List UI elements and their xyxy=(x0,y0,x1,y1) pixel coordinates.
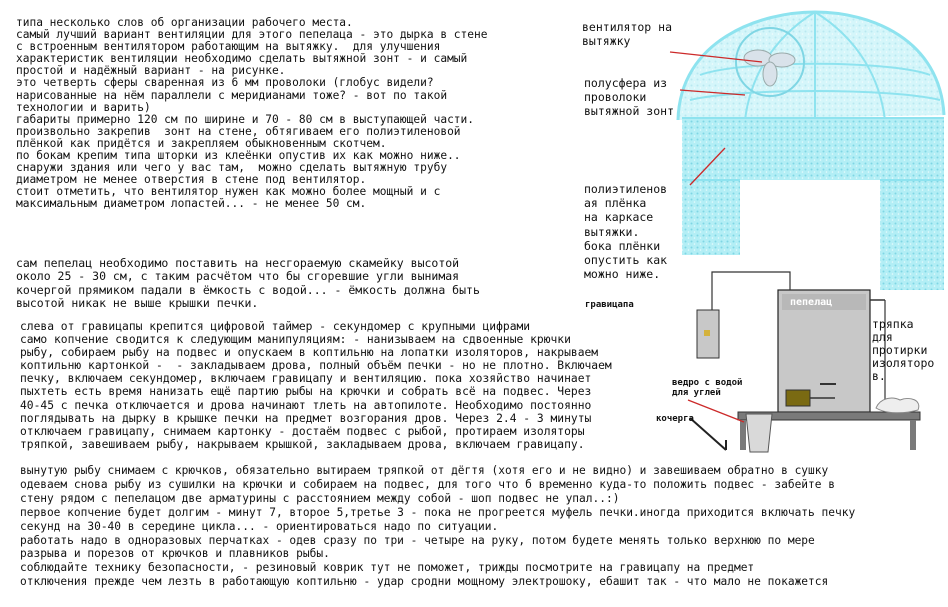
rag-icon xyxy=(876,398,919,413)
bench-paragraph: сам пепелац необходимо поставить на несгораемую скамейку высотой около 25 - 30 см, с таким расчётом что бы сгоревшие угли вынимая кочергой прямиком падали в ёмкость с водой... - ёмкость должна быть высотой никак не выше крышки печки. xyxy=(16,256,480,311)
label-rag: тряпка для протирки изоляторо в. xyxy=(872,317,935,383)
label-film: полиэтиленов ая плёнка на каркасе вытяжки. бока плёнки опустить как можно ниже. xyxy=(584,182,668,282)
tips-paragraph: вынутую рыбу снимаем с крючков, обязательно вытираем тряпкой от дёгтя (хотя его и не видно) и завешиваем обратно в сушку одеваем снова рыбу из сушилки на крючки и собираем на подвес, для того что б временно куда-то положить подвес - забейте в стену рядом с пепелацом две арматурины с расстоянием между собой - шоп подвес не упал..:) первое копчение будет долгим - минут 7, второе 5,третье 3 - пока не прогреется муфель печки.иногда приходится включать печку секунд на 30-40 в середине цикла... - ориентироваться надо по ситуации. работать надо в одноразовых перчатках - одев сразу по три - четыре на руку, потом будете менять только верхнюю по мере разрыва и порезов от крючков и плавников рыбы. соблюдайте технику безопасности, - резиновый коврик тут не поможет, трижды посмотрите на гравицапу на предмет отключения прежде чем лезть в работающую коптильню - удар сродни мощному электрошоку, ебашит так - что мало не покажется xyxy=(20,464,856,589)
label-fan: вентилятор на вытяжку xyxy=(582,20,673,48)
label-poker: кочерга xyxy=(656,414,694,424)
gravitsapa-box xyxy=(697,272,790,358)
intro-paragraph: типа несколько слов об организации рабочего места. самый лучший вариант вентиляции для этого пепелаца - это дырка в стене с встроенным вентилятором работающим на вытяжку. для улучшения характеристик вентиляции необходимо сделать вытяжной зонт - и самый простой и надёжный вариант - на рисунке. это четверть сферы сваренная из 6 мм проволоки (глобус видели? нарисованные на нём параллели с меридианами тоже? - вот по такой технологии и варить) габариты примерно 120 см по ширине и 70 - 80 см в выступающей части. произвольно закрепив зонт на стене, обтягиваем его полиэтиленовой плёнкой как придётся и закрепляем обыкновенным скотчем. по бокам крепим типа шторки из клеёнки опустив их как можно ниже.. снаружи здания или чего у вас там, можно сделать вытяжную трубу диаметром не менее отверстия в стене под вентилятор. стоит отметить, что вентилятор нужен как можно более мощный и с максимальным диаметром лопастей... - не менее 50 см. xyxy=(16,16,488,211)
label-pepelats: пепелац xyxy=(790,297,833,308)
plastic-film xyxy=(682,118,944,290)
exhaust-hood xyxy=(678,12,944,120)
process-paragraph: слева от гравицапы крепится цифровой таймер - секундомер с крупными цифрами само копчение сводится к следующим манипуляциям: - нанизываем на сдвоенные крючки рыбу, собираем рыбу на подвес и опускаем в коптильню на лопатки изоляторов, накрываем коптильню картонкой - - закладываем дрова, полный объём печки - но не плотно. Включаем печку, включаем секундомер, включаем гравицапу и вентиляцию. пока хозяйство начинает пыхтеть есть время нанизать ещё партию рыбы на крючки и собрать всё на подвес. Через 40-45 с печка отключается и дрова начинают тлеть на автопилоте. Необходимо постоянно поглядывать на дырку в крышке печки на предмет возгорания дров. Через 2.4 - 3 минуты отключаем гравицапу, снимаем картонку - достаём подвес с рыбой, протираем изоляторы тряпкой, завешиваем рыбу, накрываем крышкой, закладываем дрова, включаем гравицапу. xyxy=(20,320,612,451)
bucket-icon xyxy=(688,400,772,452)
label-gravitsapa: гравицапа xyxy=(585,300,634,310)
label-bucket: ведро с водой для углей xyxy=(672,378,743,398)
poker-icon xyxy=(690,418,726,450)
label-hemisphere: полусфера из проволоки вытяжной зонт xyxy=(584,76,675,118)
